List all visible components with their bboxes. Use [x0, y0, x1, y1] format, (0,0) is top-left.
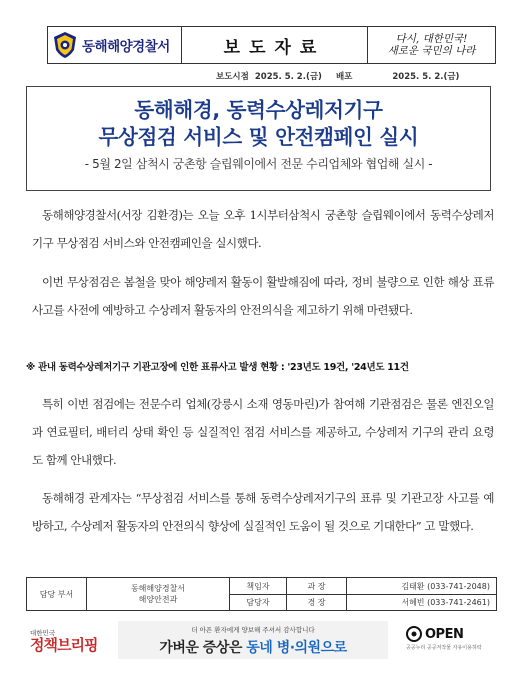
- policy-small-text: 대한민국: [30, 629, 56, 637]
- role2: 담당자: [230, 594, 286, 610]
- health-banner: [118, 621, 388, 659]
- dept-line2: 해양안전과: [138, 595, 178, 604]
- contact-roles: [230, 578, 287, 610]
- title2: 경 장: [287, 594, 346, 610]
- contact-persons: [347, 578, 496, 610]
- doc-type-title: 보도자료: [182, 27, 368, 63]
- open-text: OPEN: [425, 626, 464, 642]
- headline-subtitle: - 5월 2일 삼척시 궁촌항 슬립웨이에서 전문 수리업체와 협업해 실시 -: [84, 157, 433, 171]
- org-name: 동해해양경찰서: [82, 39, 170, 55]
- open-license-icon: [406, 626, 422, 642]
- contact-titles: [287, 578, 347, 610]
- release-date: 2025. 5. 2.(금): [392, 72, 460, 82]
- headline-line2: 무상점검 서비스 및 안전캠페인 실시: [98, 125, 419, 149]
- banner-text-b: 동네 병·의원으로: [246, 640, 347, 656]
- contact-dept: [87, 578, 230, 610]
- paragraph-1: 동해해양경찰서(서장 김환경)는 오늘 오후 1시부터삼척시 궁촌항 슬립웨이에서 동력수상레저기구 무상점검 서비스와 안전캠페인을 실시했다.: [32, 208, 494, 250]
- statistics-note: ※ 관내 동력수상레저기구 기관고장에 인한 표류사고 발생 현황 : '23년도 19건, '24년도 11건: [26, 362, 409, 373]
- policy-big-text: 정책브리핑: [30, 636, 98, 654]
- banner-text-a: 가벼운 증상은: [159, 640, 247, 656]
- headline-box: [26, 86, 491, 191]
- report-date: 2025. 5. 2.(금): [254, 72, 322, 82]
- paragraph-4: 동해해경 관계자는 “무상점검 서비스를 통해 동력수상레저기구의 표류 및 기관고장 사고를 예방하고, 수상레저 활동자의 안전의식 향상에 실질적인 도움이 될 것으로 기대한다” 고 말했다.: [32, 491, 494, 533]
- org-block: [48, 27, 182, 63]
- contact-label: 담당 부서: [27, 578, 87, 610]
- release-label: 배포: [335, 72, 353, 82]
- title1: 과 장: [307, 581, 326, 591]
- press-header: [47, 26, 496, 64]
- slogan: [368, 27, 495, 63]
- person2: 서혜빈 (033-741-2461): [347, 594, 496, 610]
- slogan-line1: 다시, 대한민국!: [395, 33, 468, 45]
- police-emblem-icon: [52, 31, 78, 59]
- paragraph-3: 특히 이번 점검에는 전문수리 업체(강릉시 소재 영동마린)가 참여해 기관점검은 물론 엔진오일과 연료필터, 배터리 상태 확인 등 실질적인 점검 서비스를 제공하고, 수상레저 기구의 관리 요령도 함께 안내했다.: [32, 397, 494, 467]
- contact-table: [26, 577, 497, 611]
- person1: 김태환 (033-741-2048): [401, 581, 490, 591]
- date-line: [216, 70, 465, 82]
- slogan-line2: 새로운 국민의 나라: [387, 45, 476, 57]
- banner-small-text: 더 아픈 환자에게 양보해 주셔서 감사합니다: [191, 626, 315, 634]
- headline-line1: 동해해경, 동력수상레저기구: [134, 98, 383, 122]
- dept-line1: 동해해양경찰서: [130, 584, 186, 593]
- report-label: 보도시점: [216, 72, 249, 82]
- open-small-text: 공공누리 공공저작물 자유이용허락: [406, 645, 482, 651]
- role1: 책임자: [246, 581, 270, 591]
- paragraph-2: 이번 무상점검은 봄철을 맞아 해양레저 활동이 활발해짐에 따라, 정비 불량으로 인한 해상 표류사고를 사전에 예방하고 수상레저 활동자의 안전의식을 제고하기 위해 마련됐다.: [32, 275, 494, 317]
- policy-briefing-logo: [30, 628, 100, 653]
- open-license-badge: [406, 626, 486, 654]
- banner-main-text: [118, 637, 388, 657]
